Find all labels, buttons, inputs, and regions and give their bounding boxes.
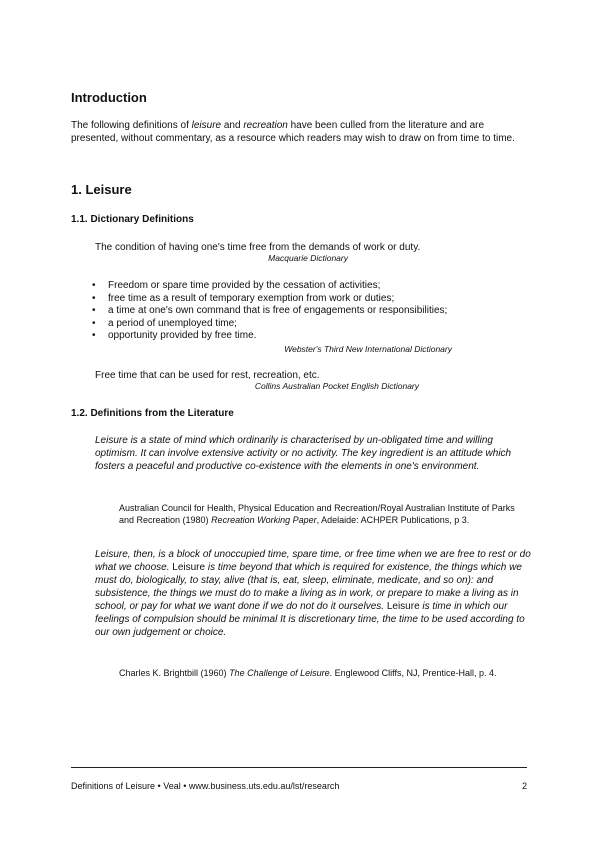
intro-text-3: have been culled from the literature and are presented, without commentary, as a resource which readers may wish to draw on from time to time. <box>71 120 515 144</box>
intro-text-2: and <box>221 120 244 131</box>
quote-emphasis: Leisure <box>172 562 206 573</box>
source-webster: Webster's Third New International Dictionary <box>284 344 452 354</box>
list-item: • Freedom or spare time provided by the cessation of activities; <box>92 280 512 293</box>
citation-text: . Englewood Cliffs, NJ, Prentice-Hall, p. 4. <box>329 668 497 678</box>
list-item: • a period of unemployed time; <box>92 318 512 331</box>
source-macquarie: Macquarie Dictionary <box>268 253 348 263</box>
citation-text: Australian Council for Health, Physical Education and Recreation/Royal Australian Institute of Parks and Recreation (1980) <box>119 503 515 525</box>
intro-heading: Introduction <box>71 90 147 105</box>
list-item: • a time at one's own command that is free of engagements or responsibilities; <box>92 305 512 318</box>
citation-title: Recreation Working Paper <box>211 515 317 525</box>
literature-quote-1: Leisure is a state of mind which ordinarily is characterised by un-obligated time and willing optimism. It can involve extensive activity or no activity. The key ingredient is an attitude which fosters a peaceful and productive co-existence with the elements in one's environment. <box>95 435 512 472</box>
source-collins: Collins Australian Pocket English Dictionary <box>254 381 419 391</box>
list-item: • free time as a result of temporary exemption from work or duties; <box>92 293 512 306</box>
section-heading-leisure: 1. Leisure <box>71 182 132 197</box>
quote-emphasis: Leisure <box>386 601 420 612</box>
quote-text: is time in which our feelings of compulsion should be minimal It is discretionary time, the time to be used according to our own judgement or choice. <box>95 601 525 638</box>
literature-quote-2 <box>95 548 535 639</box>
dictionary-definition-1: The condition of having one's time free from the demands of work or duty. <box>95 242 421 253</box>
intro-text-1: The following definitions of <box>71 120 192 131</box>
intro-paragraph <box>71 119 533 145</box>
page-number: 2 <box>521 781 527 791</box>
footer-text: Definitions of Leisure • Veal • www.business.uts.edu.au/lst/research <box>71 781 340 791</box>
footer-divider <box>71 767 527 768</box>
citation-brightbill <box>119 667 519 679</box>
subsection-heading-dictionary: 1.1. Dictionary Definitions <box>71 214 194 225</box>
dictionary-definition-3: Free time that can be used for rest, recreation, etc. <box>95 370 320 381</box>
citation-text: , Adelaide: ACHPER Publications, p 3. <box>316 515 470 525</box>
webster-definition-list <box>92 280 512 343</box>
subsection-heading-literature: 1.2. Definitions from the Literature <box>71 408 234 419</box>
citation-achper <box>119 502 519 526</box>
list-item: • opportunity provided by free time. <box>92 330 512 343</box>
intro-term-recreation: recreation <box>243 120 288 131</box>
citation-text: Charles K. Brightbill (1960) <box>119 668 230 678</box>
quote-text: Leisure, then, is a block of unoccupied time, spare time, or free time when we are free to rest or do what we choose. <box>95 549 531 573</box>
quote-text: is time beyond that which is required for existence, the things which we must do, biologically, to stay, alive (that is, eat, sleep, eliminate, medicate, and so on): and subsistence, the things we must do to make a living as in work, or prepare to make a living as in school, or pay for what we want done if we do not do it ourselves. <box>95 562 522 612</box>
citation-title: The Challenge of Leisure <box>229 668 330 678</box>
intro-term-leisure: leisure <box>191 120 222 131</box>
